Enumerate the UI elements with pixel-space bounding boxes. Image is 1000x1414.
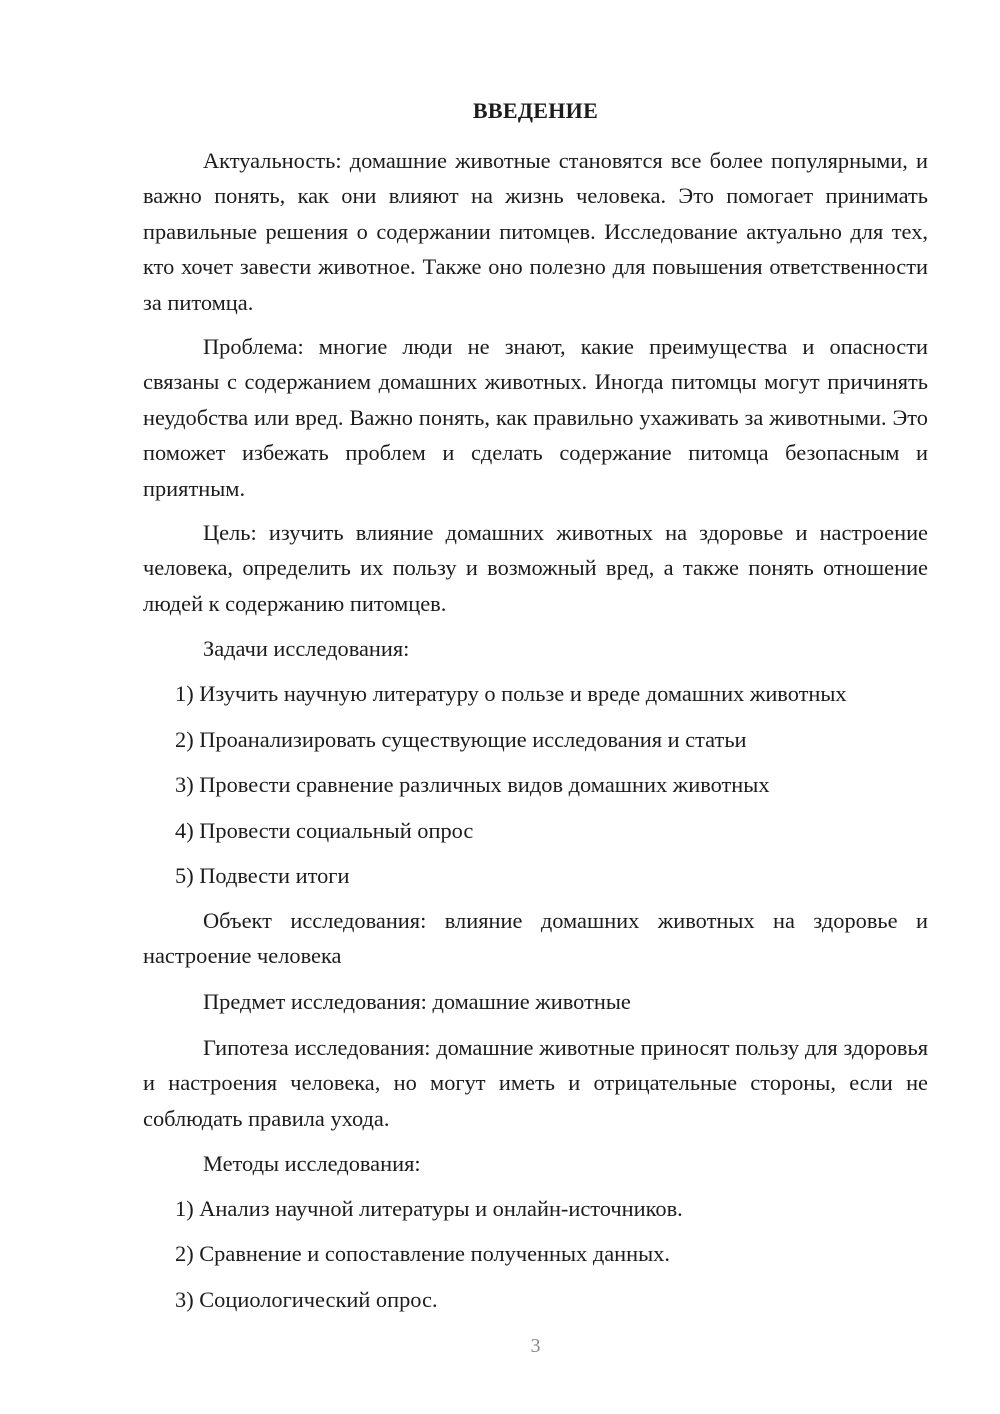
problem-paragraph: Проблема: многие люди не знают, какие преимущества и опасности связаны с содержанием домашних животных. Иногда питомцы могут причинять неудобства или вред. Важно понять, как правильно ухаживать за животными. Это поможет избежать проблем и сделать содержание питомца безопасным и приятным. [143,334,928,501]
page-number: 3 [530,1335,541,1357]
hypothesis-paragraph: Гипотеза исследования: домашние животные приносят пользу для здоровья и настроения человека, но могут иметь и отрицательные стороны, если не соблюдать правила ухода. [143,1035,928,1131]
object-paragraph: Объект исследования: влияние домашних животных на здоровье и настроение человека [143,908,928,969]
tasks-heading: Задачи исследования: [203,636,410,661]
task-item-3: 3) Провести сравнение различных видов домашних животных [175,772,770,797]
task-item-5: 5) Подвести итоги [175,863,350,888]
relevance-paragraph: Актуальность: домашние животные становятся все более популярными, и важно понять, как они влияют на жизнь человека. Это помогает принимать правильные решения о содержании питомцев. Исследование актуально для тех, кто хочет завести животное. Также оно полезно для повышения ответственности за питомца. [143,148,928,315]
method-item-2: 2) Сравнение и сопоставление полученных данных. [175,1241,670,1266]
goal-paragraph: Цель: изучить влияние домашних животных на здоровье и настроение человека, определить их пользу и возможный вред, а также понять отношение людей к содержанию питомцев. [143,520,928,616]
task-item-4: 4) Провести социальный опрос [175,818,474,843]
task-item-1: 1) Изучить научную литературу о пользе и вреде домашних животных [175,681,847,706]
page-title: ВВЕДЕНИЕ [472,98,599,123]
subject-paragraph: Предмет исследования: домашние животные [203,989,631,1014]
methods-heading: Методы исследования: [203,1151,421,1176]
method-item-3: 3) Социологический опрос. [175,1287,438,1312]
method-item-1: 1) Анализ научной литературы и онлайн-источников. [175,1196,683,1221]
document-page [143,0,928,1414]
task-item-2: 2) Проанализировать существующие исследования и статьи [175,727,747,752]
